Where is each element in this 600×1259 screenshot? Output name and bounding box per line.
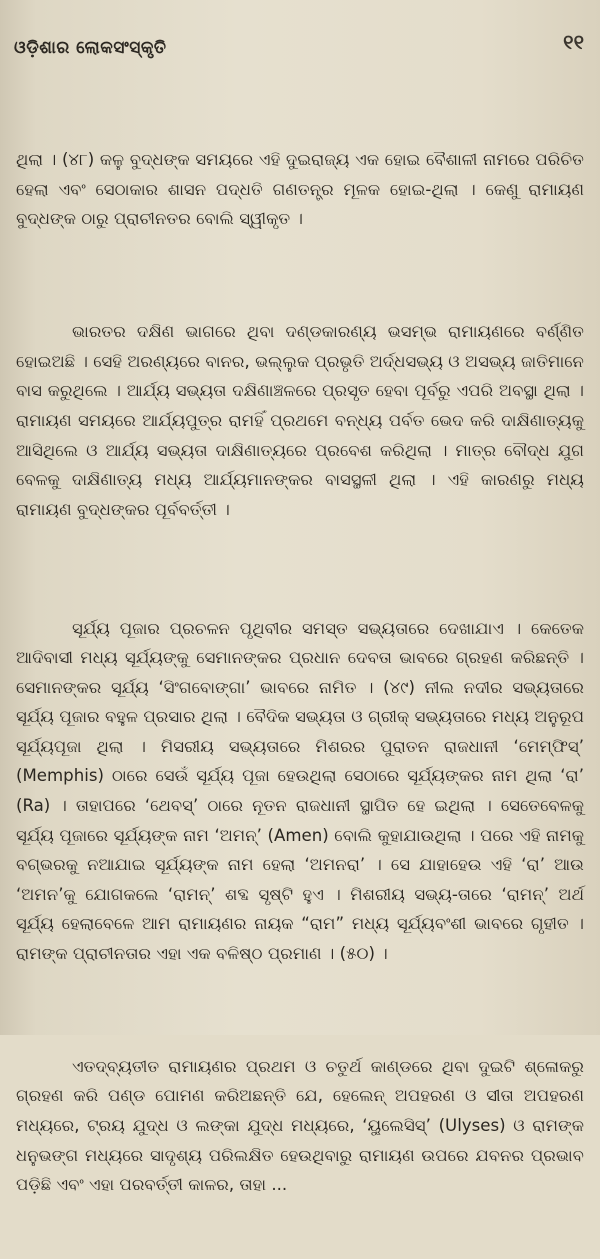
paragraph-3: ସୂର୍ଯ୍ୟ ପୂଜାର ପ୍ରଚଳନ ପୃଥିବୀର ସମସ୍ତ ସଭ୍ୟତାରେ ଦେଖାଯାଏ । କେତେକ ଆଦିବାସୀ ମଧ୍ୟ ସୂର୍ଯ୍ୟଙ୍କୁ ସେମାନଙ୍କର ପ୍ରଧାନ ଦେବତା ଭାବରେ ଗ୍ରହଣ କରିଛନ୍ତି । ସେମାନଙ୍କର ସୂର୍ଯ୍ୟ ‘ସିଂଗବୋଙ୍ଗା’ ଭାବରେ ନାମିତ । (୪୯) ନୀଲ ନଦୀର ସଭ୍ୟତାରେ ସୂର୍ଯ୍ୟ ପୂଜାର ବହୁଳ ପ୍ରସାର ଥିଲା । ବୈଦିକ ସଭ୍ୟତା ଓ ଗ୍ରୀକ୍ ସଭ୍ୟତାରେ ମଧ୍ୟ ଅନୁରୂପ ସୂର୍ଯ୍ୟପୂଜା ଥିଲା । ମିସରୀୟ ସଭ୍ୟତାରେ ମିଶରର ପୁରାତନ ରାଜଧାନୀ ‘ମେମ୍ଫିସ୍’ (Memphis) ଠାରେ ସେଉଁ ସୂର୍ଯ୍ୟ ପୂଜା ହେଉଥିଲା ସେଠାରେ ସୂର୍ଯ୍ୟଙ୍କର ନାମ ଥିଲା ‘ରା’ (Ra) । ତାହାପରେ ‘ଥେବସ୍’ ଠାରେ ନୂତନ ରାଜଧାନୀ ସ୍ଥାପିତ ହେ ଇଥିଲା । ସେତେବେଳକୁ ସୂର୍ଯ୍ୟ ପୂଜାରେ ସୂର୍ଯ୍ୟଙ୍କ ନାମ ‘ଅମନ୍’ (Amen) ବୋଲି କୁହାଯାଉଥିଲା । ପରେ ଏହି ନାମକୁ ବଗ୍ଭରକୁ ନଆଯାଇ ସୂର୍ଯ୍ୟଙ୍କ ନାମ ହେଲା ‘ଅମନରା’ । ସେ ଯାହାହେଉ ଏହି ‘ରା’ ଆଉ ‘ଅମନ’କୁ ଯୋଗକଲେ ‘ରାମନ୍’ ଶବ୍ଦ ସୃଷ୍ଟି ହୁଏ । ମିଶରୀୟ ସଭ୍ୟ-ତାରେ ‘ରାମନ୍’ ଅର୍ଥ ସୂର୍ଯ୍ୟ ହେଲାବେଳେ ଆମ ରାମାୟଣର ନାୟକ “ରାମ” ମଧ୍ୟ ସୂର୍ଯ୍ୟବଂଶୀ ଭାବରେ ଗୃହୀତ । ରାମଙ୍କ ପ୍ରାଚୀନତାର ଏହା ଏକ ବଳିଷ୍ଠ ପ୍ରମାଣ । (୫୦) ।	[16, 618, 590, 964]
paragraph-4: ଏତଦ୍ବ୍ୟତୀତ ରାମାୟଣର ପ୍ରଥମ ଓ ଚତୁର୍ଥ କାଣ୍ଡରେ ଥିବା ଦୁଇଟି ଶ୍ଳୋକରୁ ଗ୍ରହଣ କରି ପଣ୍ଡ ପୋମଣ କରିଅଛନ୍ତି ଯେ, ହେଲେନ୍ ଅପହରଣ ଓ ସୀତା ଅପହରଣ ମଧ୍ୟରେ, ଟ୍ରୟ ଯୁଦ୍ଧ ଓ ଲଙ୍କା ଯୁଦ୍ଧ ମଧ୍ୟରେ, ‘ୟୁଲେସିସ୍’ (Ulyses) ଓ ରାମଙ୍କ ଧନୁଭଙ୍ଗ ମଧ୍ୟରେ ସାଦୃଶ୍ୟ ପରିଲକ୍ଷିତ ହେଉଥିବାରୁ ରାମାୟଣ ଉପରେ ଯବନର ପ୍ରଭାବ ପଡ଼ିଛି ଏବଂ ଏହା ପରବର୍ତ୍ତୀ କାଳର, ତାହା ...	[16, 1056, 590, 1195]
page-header	[14, 30, 586, 64]
paragraph-2: ଭାରତର ଦକ୍ଷିଣ ଭାଗରେ ଥିବା ଦଣ୍ଡକାରଣ୍ୟ ଭସମ୍ଭ ରାମାୟଣରେ ବର୍ଣ୍ଣିତ ହୋଇଅଛି । ସେହି ଅରଣ୍ୟରେ ବାନର, ଭଲ୍ଲୁକ ପ୍ରଭୃତି ଅର୍ଦ୍ଧସଭ୍ୟ ଓ ଅସଭ୍ୟ ଜାତିମାନେ ବାସ କରୁଥିଲେ । ଆର୍ଯ୍ୟ ସଭ୍ୟତା ଦକ୍ଷିଣାଞ୍ଚଳରେ ପ୍ରସୃତ ହେବା ପୂର୍ବରୁ ଏପରି ଅବସ୍ଥା ଥିଲା । ରାମାୟଣ ସମୟରେ ଆର୍ଯ୍ୟପୁତ୍ର ରାମହିଁ ପ୍ରଥମେ ବନ୍ଧ୍ୟ ପର୍ବତ ଭେଦ କରି ଦାକ୍ଷିଣାତ୍ୟକୁ ଆସିଥିଲେ ଓ ଆର୍ଯ୍ୟ ସଭ୍ୟତା ଦାକ୍ଷିଣାତ୍ୟରେ ପ୍ରବେଶ କରିଥିଲା । ମାତ୍ର ବୌଦ୍ଧ ଯୁଗ ବେଳକୁ ଦାକ୍ଷିଣାତ୍ୟ ମଧ୍ୟ ଆର୍ଯ୍ୟମାନଙ୍କର ବାସସ୍ଥଳୀ ଥିଲା । ଏହି କାରଣରୁ ମଧ୍ୟ ରାମାୟଣ ବୁଦ୍ଧଙ୍କର ପୂର୍ବବର୍ତ୍ତୀ ।	[16, 322, 590, 519]
body-text	[16, 86, 590, 1259]
page-number: ୧୧	[563, 30, 584, 54]
running-title: ଓଡ଼ିଶାର ଲୋକସଂସ୍କୃତି	[14, 38, 167, 58]
paragraph-1: ଥିଲା । (୪୮) କଳୁ ବୁଦ୍ଧଙ୍କ ସମୟରେ ଏହି ଦୁଇରାଜ୍ୟ ଏକ ହୋଇ ବୈଶାଳୀ ନାମରେ ପରିଚିତ ହେଲା ଏବଂ ସେଠାକାର ଶାସନ ପଦ୍ଧତି ଗଣତନ୍ତ୍ର ମୂଳକ ହୋଇ-ଥିଲା । କେଣୁ ରାମାୟଣ ବୁଦ୍ଧଙ୍କ ଠାରୁ ପ୍ରାଚୀନତର ବୋଲି ସ୍ୱୀକୃତ ।	[16, 150, 590, 229]
